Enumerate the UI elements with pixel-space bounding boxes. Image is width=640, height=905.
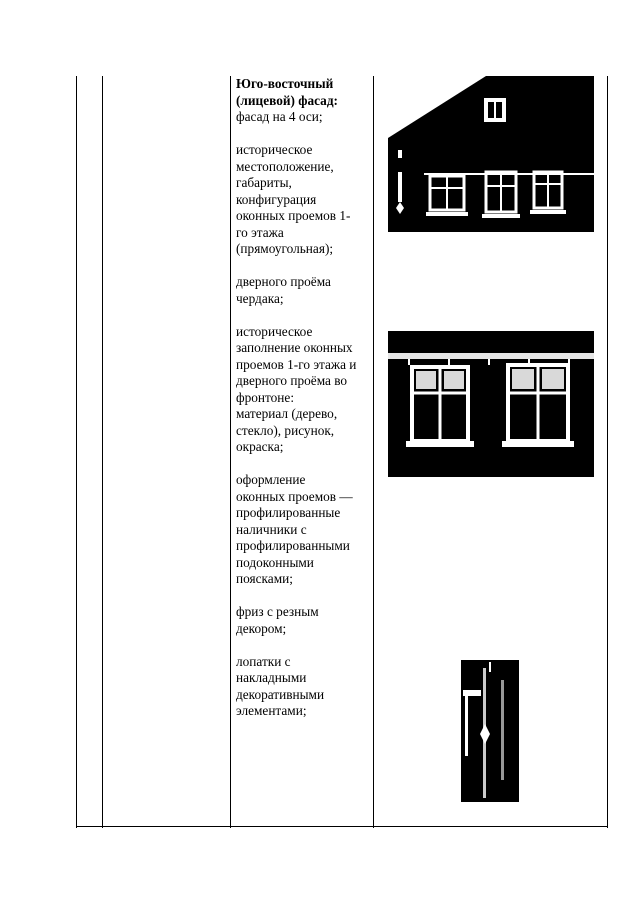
table-border-2 bbox=[230, 76, 231, 828]
item-window-filling: историческое заполнение оконных проемов 1-го этажа и дверного проёма во фронтоне: материал (дерево, стекло), рисунок, окраска; bbox=[236, 323, 357, 454]
item-window-configuration: историческое местоположение, габариты, конфигурация оконных проемов 1- го этажа (прямоугольная); bbox=[236, 142, 351, 256]
item-frieze: фриз с резным декором; bbox=[236, 604, 319, 636]
pilaster-photo bbox=[461, 660, 519, 802]
windows-photo bbox=[388, 331, 594, 477]
table-border-right bbox=[607, 76, 608, 828]
table-border-left bbox=[76, 76, 77, 828]
protected-elements-text bbox=[236, 76, 370, 736]
item-window-trim: оформление оконных проемов — профилированные наличники с профилированными подоконными поясками; bbox=[236, 472, 353, 586]
item-attic-door: дверного проёма чердака; bbox=[236, 274, 331, 306]
item-pilasters: лопатки с накладными декоративными элементами; bbox=[236, 653, 325, 718]
facade-photo bbox=[388, 76, 594, 232]
table-border-3 bbox=[373, 76, 374, 828]
facade-heading: Юго-восточный (лицевой) фасад: фасад на 4 оси; bbox=[236, 76, 338, 124]
table-border-bottom bbox=[76, 826, 608, 827]
table-border-1 bbox=[102, 76, 103, 828]
